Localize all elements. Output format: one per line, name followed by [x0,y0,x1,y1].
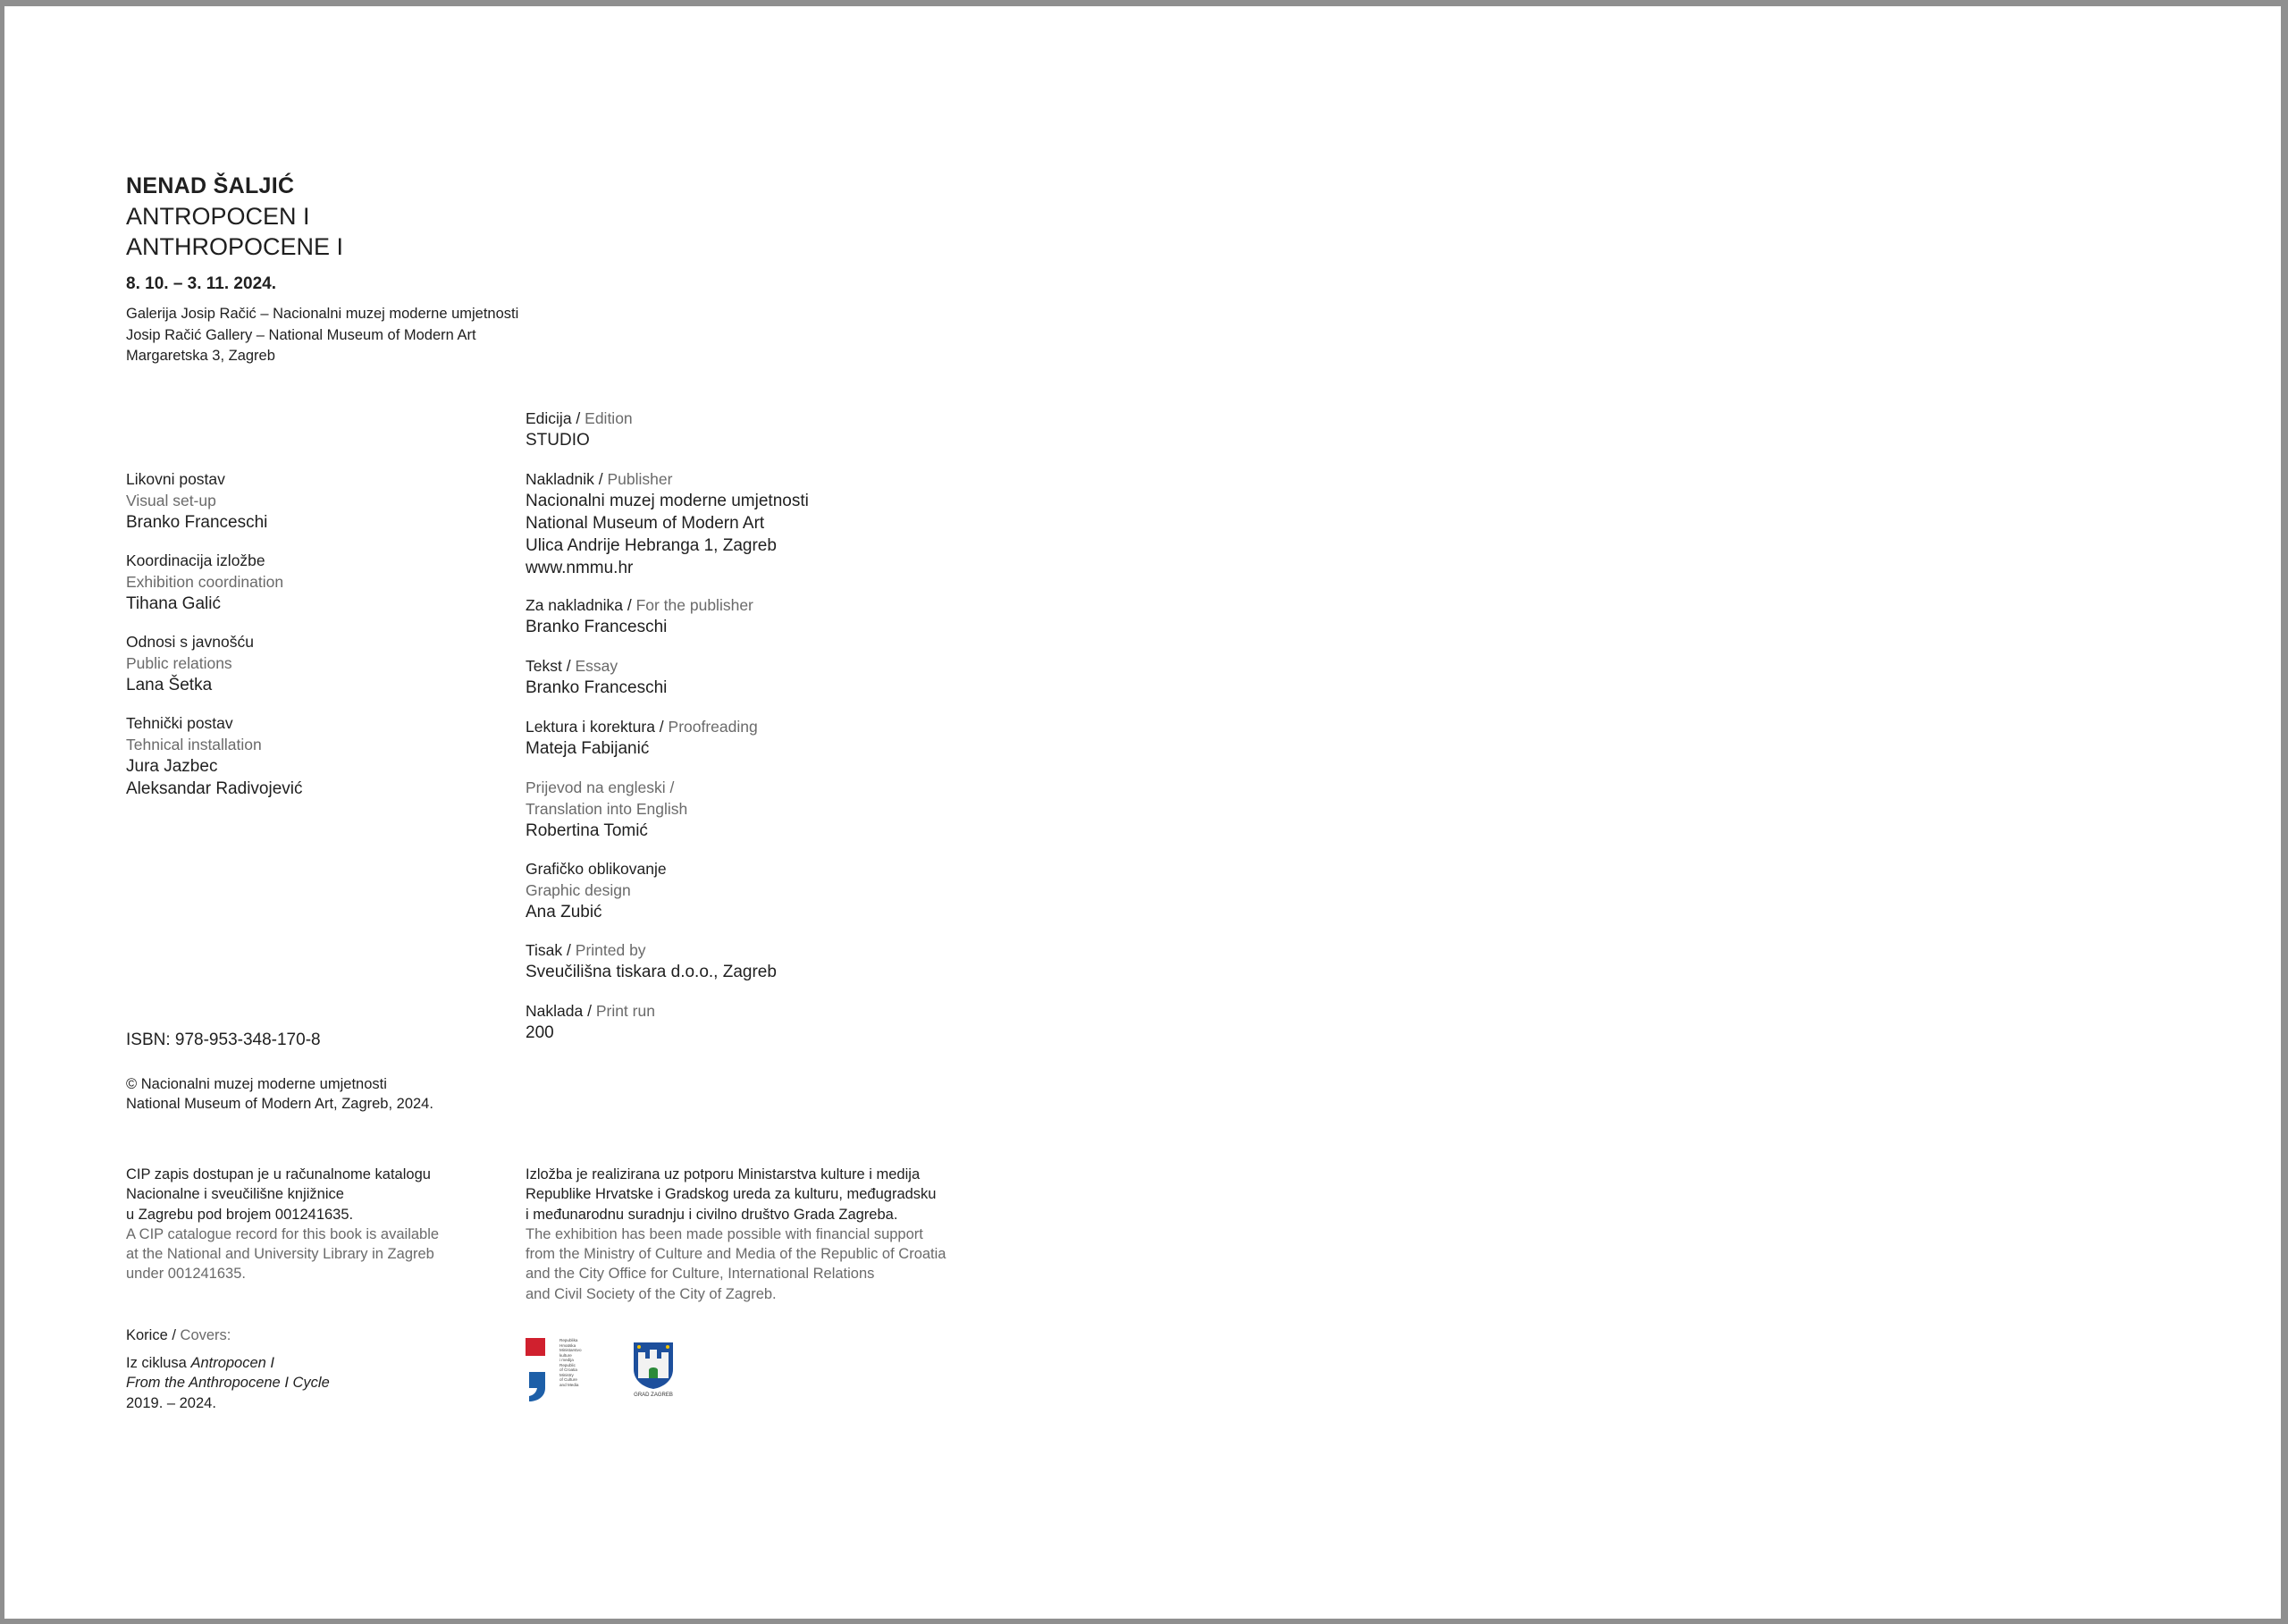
credit-value: National Museum of Modern Art [526,514,765,533]
ministry-logo-mark [526,1338,547,1402]
credit-label: Tekst / Essay [526,657,618,675]
credit-label: Edicija / Edition [526,409,633,427]
credit-value: Ulica Andrije Hebranga 1, Zagreb [526,536,777,555]
artist-name: NENAD ŠALJIĆ [126,173,295,198]
venue-block [126,304,518,367]
support-line-en: and the City Office for Culture, International Relations [526,1266,875,1283]
credit-label: Likovni postav [126,470,225,488]
credit-label-en: Printed by [575,941,646,959]
credit-visual-setup [126,468,267,534]
credit-proofreading [526,716,758,760]
credit-essay [526,655,667,699]
credit-edition [526,408,633,451]
credit-value: STUDIO [526,431,590,450]
support-line-en: and Civil Society of the City of Zagreb. [526,1285,777,1302]
credit-value: Robertina Tomić [526,821,648,840]
cip-line: u Zagrebu pod brojem 001241635. [126,1206,354,1223]
venue-line: Josip Račić Gallery – National Museum of Modern Art [126,326,476,343]
credit-value: Nacionalni muzej moderne umjetnosti [526,492,809,510]
credit-label-en: Proofreading [668,718,758,736]
support-line: i međunarodnu suradnju i civilno društvo Grada Zagreba. [526,1206,898,1223]
credit-label-en: Edition [585,409,633,427]
credit-value: Branko Franceschi [526,618,668,636]
credit-label: Prijevod na engleski / [526,778,675,796]
credit-printed-by [526,939,777,983]
credit-label: Tehnički postav [126,714,233,732]
covers-description: Iz ciklusa Antropocen I From the Anthropocene I Cycle 2019. – 2024. [126,1353,330,1413]
isbn: ISBN: 978-953-348-170-8 [126,1031,321,1049]
credit-graphic-design [526,858,667,923]
credit-label-en: Graphic design [526,881,631,899]
credit-value: Mateja Fabijanić [526,739,650,758]
support-line: Republike Hrvatske i Gradskog ureda za kulturu, međugradsku [526,1186,937,1203]
ministry-logo-text: Republika Hrvatska Ministarstvo kulture i medija Republic of Croatia Ministry of Culture and Media [559,1338,582,1387]
credit-technical-installation [126,712,303,800]
venue-line: Margaretska 3, Zagreb [126,348,275,364]
cip-block [126,1165,439,1284]
colophon-page [4,6,2281,1619]
copyright-line: © Nacionalni muzej moderne umjetnosti [126,1076,387,1092]
city-caption: GRAD ZAGREB [634,1393,673,1398]
cip-line: CIP zapis dostupan je u računalnome katalogu [126,1166,431,1182]
credit-value: Branko Franceschi [526,678,668,697]
credit-label-en: Visual set-up [126,492,216,509]
cycle-title: Antropocen I [190,1355,274,1371]
support-line: Izložba je realizirana uz potporu Ministarstva kulture i medija [526,1166,921,1182]
credit-label-en: Publisher [607,470,673,488]
credit-label-en: Public relations [126,654,232,672]
credit-label-en: Tehnical installation [126,736,262,753]
support-line-en: from the Ministry of Culture and Media of the Republic of Croatia [526,1246,946,1263]
credit-label: Tisak / Printed by [526,941,646,959]
ministry-of-culture-logo [526,1338,588,1402]
exhibition-dates: 8. 10. – 3. 11. 2024. [126,274,276,293]
credit-value: Jura Jazbec [126,757,218,776]
credit-publisher [526,468,809,579]
credit-exhibition-coordination [126,550,283,615]
credit-value: Lana Šetka [126,676,213,694]
zagreb-crest-icon [628,1339,678,1391]
credit-label: Koordinacija izložbe [126,551,265,569]
covers-label-en: Covers: [180,1327,231,1343]
credit-public-relations [126,631,254,696]
cycle-title-en: From the Anthropocene I Cycle [126,1375,330,1392]
credit-label: Nakladnik / Publisher [526,470,673,488]
credit-label: Grafičko oblikovanje [526,860,667,878]
credit-label-en: Translation into English [526,800,688,818]
credit-for-publisher [526,594,753,638]
title-croatian: ANTROPOCEN I [126,203,310,230]
credit-label: Za nakladnika / For the publisher [526,596,753,614]
cycle-years: 2019. – 2024. [126,1394,216,1411]
credit-translation [526,777,687,842]
credit-value: Branko Franceschi [126,513,268,532]
covers-label: Korice / Covers: [126,1327,231,1343]
credit-value: Tihana Galić [126,594,221,613]
copyright-block [126,1074,433,1115]
title-english: ANTHROPOCENE I [126,233,344,260]
copyright-line: National Museum of Modern Art, Zagreb, 2024. [126,1096,433,1113]
support-statement [526,1165,946,1304]
publisher-website: www.nmmu.hr [526,559,634,577]
cip-line-en: under 001241635. [126,1266,246,1283]
cip-line-en: at the National and University Library in Zagreb [126,1246,434,1263]
credit-print-run [526,1000,655,1044]
credit-label: Odnosi s javnošću [126,633,254,651]
support-line-en: The exhibition has been made possible with financial support [526,1225,923,1242]
credit-value: 200 [526,1023,554,1042]
city-of-zagreb-logo [628,1339,678,1401]
credit-label: Naklada / Print run [526,1002,655,1020]
cip-line-en: A CIP catalogue record for this book is available [126,1225,440,1242]
credit-value: Sveučilišna tiskara d.o.o., Zagreb [526,963,777,981]
venue-line: Galerija Josip Račić – Nacionalni muzej moderne umjetnosti [126,306,519,322]
credit-label: Lektura i korektura / Proofreading [526,718,758,736]
credit-label-en: Essay [575,657,618,675]
credit-label-en: Exhibition coordination [126,573,284,591]
credit-label-en: Print run [595,1002,655,1020]
exhibition-header [126,171,343,262]
credit-value: Ana Zubić [526,903,602,921]
cip-line: Nacionalne i sveučilišne knjižnice [126,1186,344,1203]
credit-label-en: For the publisher [635,596,753,614]
credit-value: Aleksandar Radivojević [126,779,303,798]
